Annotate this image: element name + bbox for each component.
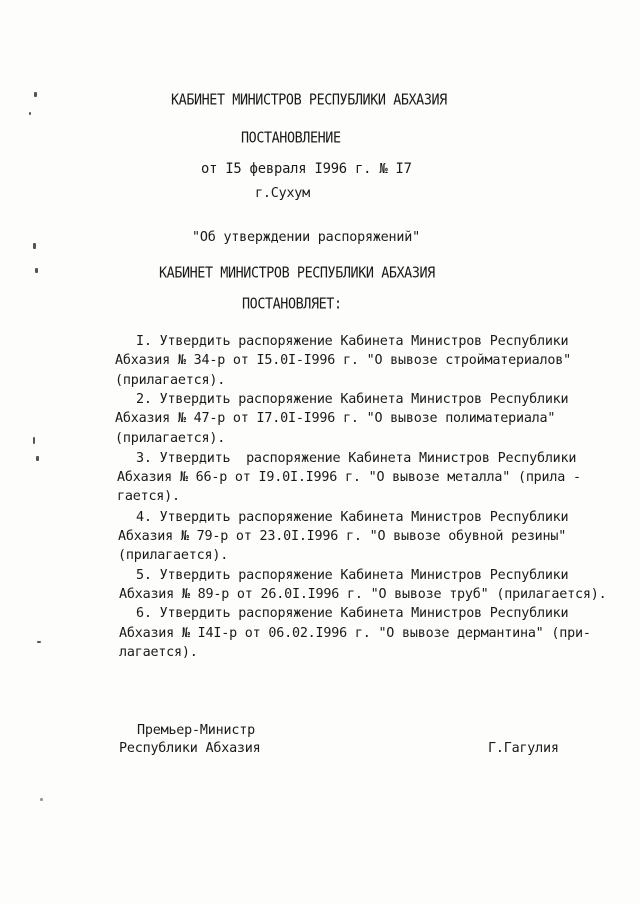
- preamble-cabinet: КАБИНЕТ МИНИСТРОВ РЕСПУБЛИКИ АБХАЗИЯ: [159, 265, 435, 282]
- item-4-line-2: Абхазия № 79-р от 23.0I.I996 г. "О вывозе обувной резины": [118, 529, 567, 544]
- item-6-line-1: 6. Утвердить распоряжение Кабинета Министров Республики: [136, 606, 569, 621]
- item-6-line-2: Абхазия № I4I-р от 06.02.I996 г. "О вывозе дермантина" (при-: [119, 626, 591, 641]
- item-1-line-1: I. Утвердить распоряжение Кабинета Министров Республики: [136, 334, 569, 349]
- item-5-line-2: Абхазия № 89-р от 26.0I.I996 г. "О вывозе труб" (прилагается).: [119, 587, 607, 602]
- subject-line: "Об утверждении распоряжений": [192, 230, 420, 245]
- item-3-line-2: Абхазия № 66-р от I9.0I.I996 г. "О вывозе металла" (прила -: [117, 470, 581, 485]
- item-4-line-3: (прилагается).: [118, 548, 229, 563]
- item-2-line-1: 2. Утвердить распоряжение Кабинета Министров Республики: [136, 392, 569, 407]
- scan-speck: [29, 112, 31, 115]
- date-line: от I5 февраля I996 г. № I7: [201, 161, 412, 177]
- signatory-title-line-1: Премьер-Министр: [137, 723, 255, 738]
- scan-speck: [33, 243, 36, 249]
- item-1-line-3: (прилагается).: [115, 373, 226, 388]
- city: г.Сухум: [255, 186, 311, 201]
- decrees-word: ПОСТАНОВЛЯЕТ:: [242, 296, 342, 313]
- item-6-line-3: лагается).: [119, 645, 198, 660]
- item-2-line-2: Абхазия № 47-р от I7.0I-I996 г. "О вывозе полиматериала": [115, 411, 556, 426]
- item-3-line-1: 3. Утвердить распоряжение Кабинета Министров Республики: [136, 451, 577, 466]
- scan-speck: [34, 92, 37, 97]
- scan-speck: [33, 437, 35, 444]
- item-4-line-1: 4. Утвердить распоряжение Кабинета Министров Республики: [136, 510, 569, 525]
- scan-speck: [36, 456, 39, 461]
- signatory-name: Г.Гагулия: [488, 741, 559, 756]
- cabinet-heading: КАБИНЕТ МИНИСТРОВ РЕСПУБЛИКИ АБХАЗИЯ: [171, 92, 447, 109]
- scan-speck: [35, 268, 38, 273]
- scan-speck: [37, 641, 41, 643]
- signatory-title-line-2: Республики Абхазия: [119, 741, 261, 756]
- item-2-line-3: (прилагается).: [115, 431, 226, 446]
- document-type: ПОСТАНОВЛЕНИЕ: [241, 130, 341, 147]
- item-3-line-3: гается).: [117, 489, 180, 504]
- item-1-line-2: Абхазия № 34-р от I5.0I-I996 г. "О вывозе стройматериалов": [115, 353, 571, 368]
- scan-speck: [40, 798, 43, 801]
- item-5-line-1: 5. Утвердить распоряжение Кабинета Министров Республики: [136, 568, 569, 583]
